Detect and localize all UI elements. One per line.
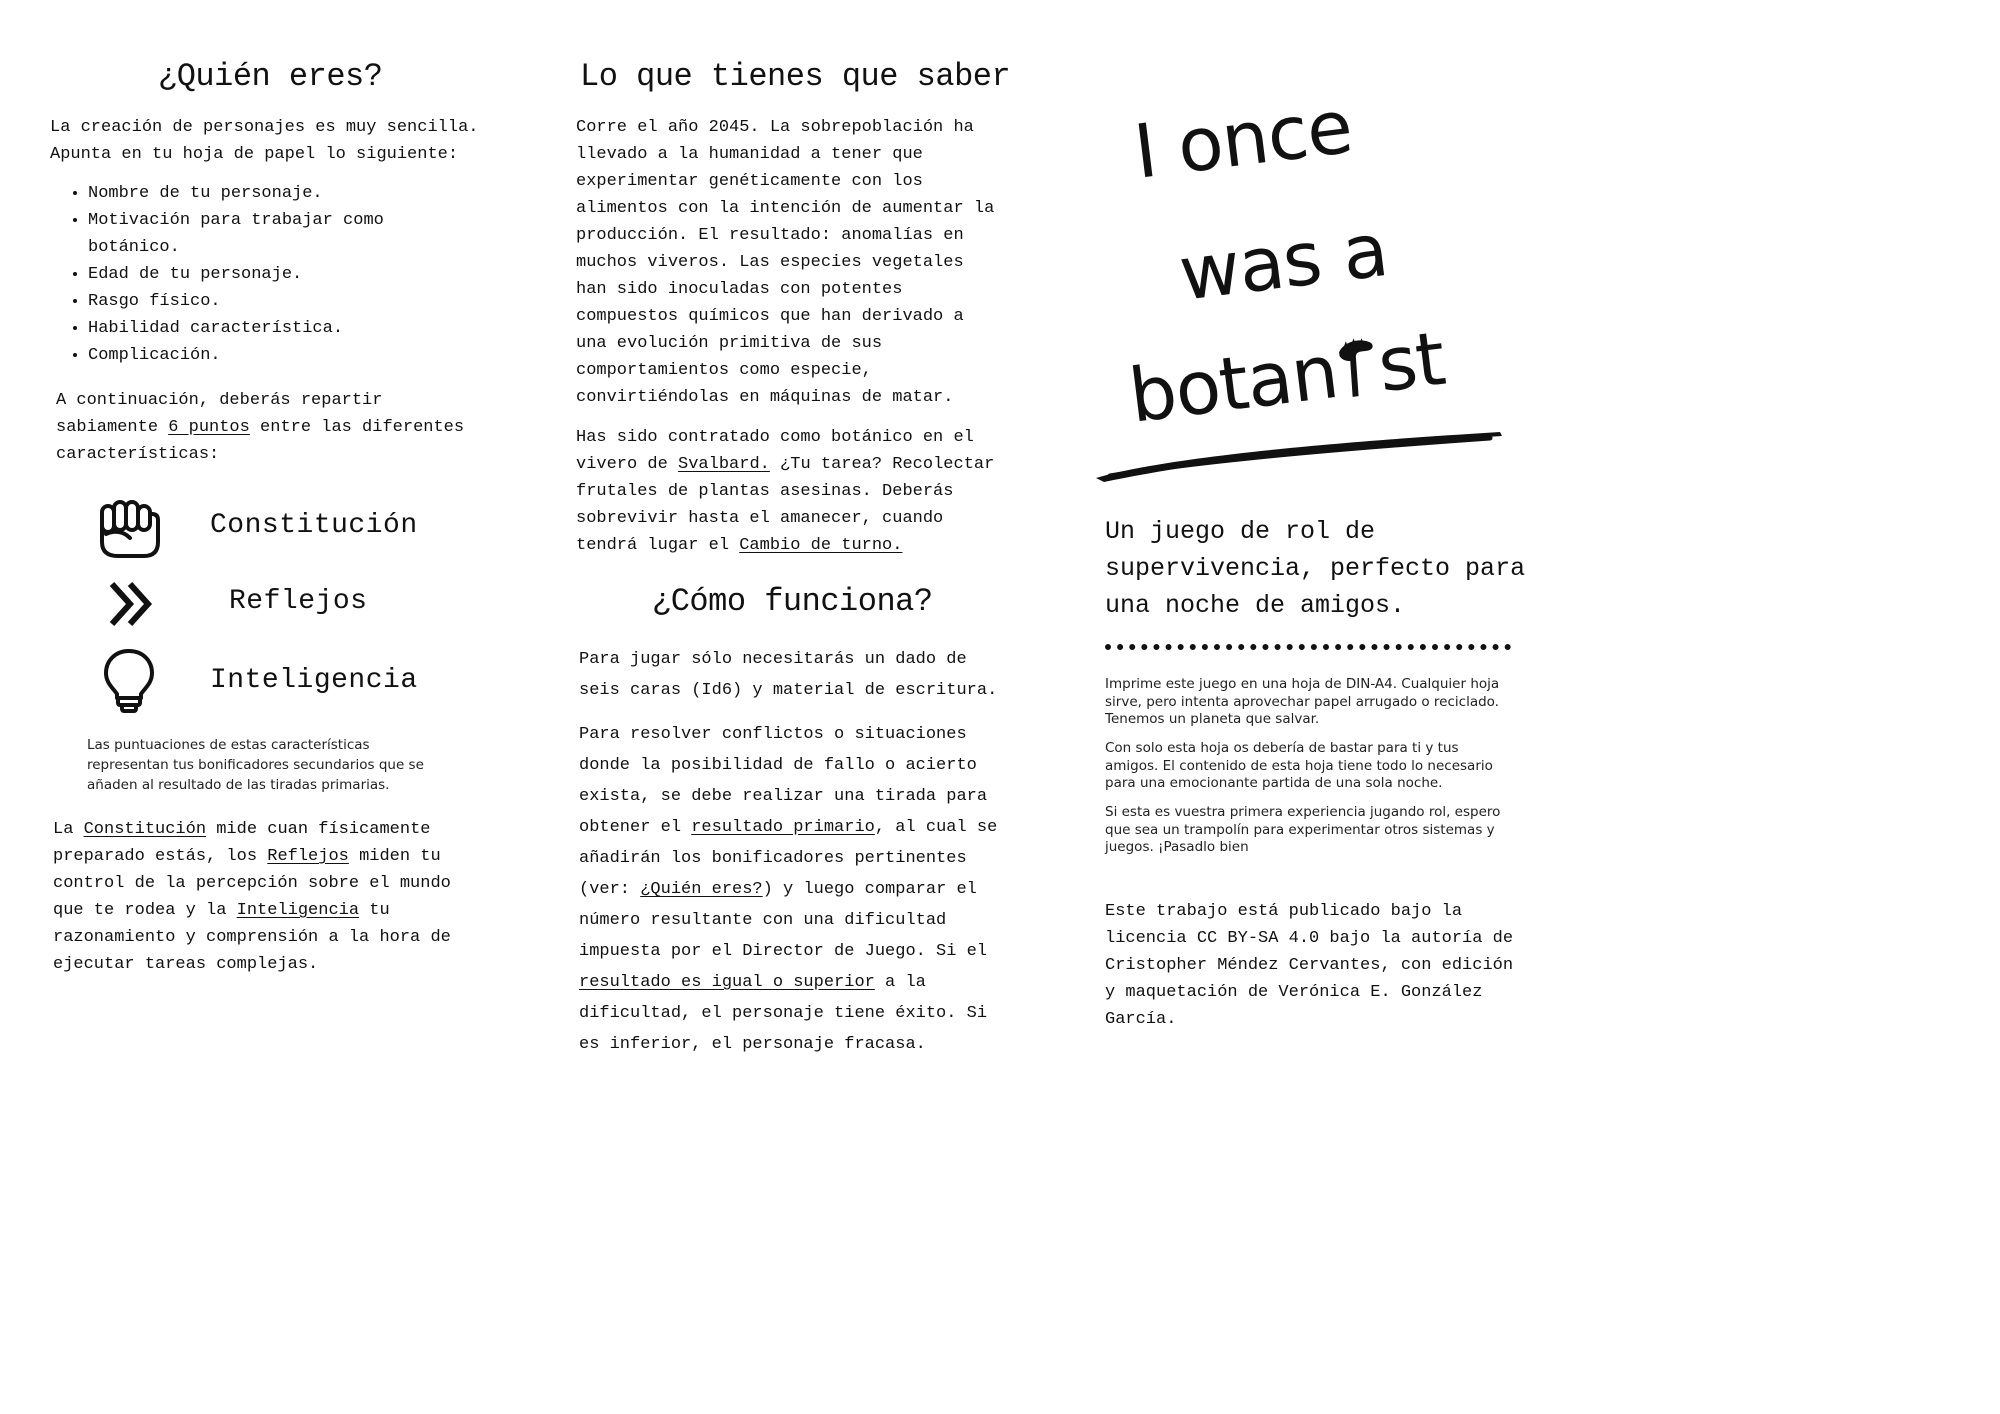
text-line: ejecutar tareas complejas. [53,955,319,974]
text-line: razonamiento y comprensión a la hora de [53,928,451,947]
text-line: Has sido contratado como botánico en el [576,428,974,447]
text-line: Imprime este juego en una hoja de DIN-A4. Cualquier hoja [1105,676,1500,692]
section-title-what-to-know: Lo que tienes que saber [580,58,1011,95]
text-line: control de la percepción sobre el mundo [53,874,451,893]
text-line: añadirán los bonificadores pertinentes [579,849,967,868]
character-creation-intro [50,114,520,168]
list-item: • Nombre de tu personaje. [88,180,528,207]
tagline [1105,513,1535,624]
note-line: añaden al resultado de las tiradas primarias. [87,777,390,793]
text-span: tendrá lugar el [576,536,740,555]
first-time-info [1105,804,1535,857]
text-line: que sea un trampolín para experimentar otros sistemas y [1105,821,1495,838]
note-line: representan tus bonificadores secundarios que se [87,757,424,773]
tagline-line: Un juego de rol de [1105,517,1376,546]
text-line: donde la posibilidad de fallo o acierto [579,756,977,775]
text-line: frutales de plantas asesinas. Deberás [576,482,954,501]
text-span: obtener el [579,818,692,837]
text-line: y maquetación de Verónica E. González [1105,983,1483,1002]
tagline-line: supervivencia, perfecto para [1105,554,1526,583]
text-line: exista, se debe realizar una tirada para [579,787,988,806]
constitucion-link: Constitución [83,820,207,839]
text-span: entre las diferentes [249,418,465,437]
text-line: Tenemos un planeta que salvar. [1105,711,1320,727]
text-line: A continuación, deberás repartir [56,391,383,410]
text-line: una evolución primitiva de sus [576,334,883,353]
rules-paragraph [579,719,999,1060]
text-line: número resultante con una dificultad [579,911,947,930]
list-item: • Complicación. [88,342,528,369]
game-logo [1090,60,1530,490]
text-line [579,812,999,843]
character-traits-list [50,180,528,369]
sprout-i-icon [1340,391,1382,396]
text-line: dificultad, el personaje tiene éxito. Si [579,1004,988,1023]
text-line: juegos. ¡Pasadlo bien [1105,839,1249,855]
text-line: Cristopher Méndez Cervantes, con edición [1105,956,1514,975]
text-span: tu [359,901,390,920]
cambio-de-turno-link: Cambio de turno. [739,536,903,555]
text-line: Este trabajo está publicado bajo la [1105,902,1463,921]
section-title-how-it-works: ¿Cómo funciona? [652,583,933,620]
text-span: que te rodea y la [53,901,237,920]
content-info [1105,740,1535,793]
list-item-text: Motivación para trabajar como [88,211,384,230]
text-line: características: [56,445,220,464]
logo-line-3 [1124,315,1449,440]
text-line [53,897,513,924]
six-points-link: 6 puntos [168,418,250,437]
list-item [88,207,528,261]
text-span: sabiamente [56,418,169,437]
text-line: Si esta es vuestra primera experiencia jugando rol, espero [1105,804,1501,820]
text-line [56,414,516,441]
text-line: han sido inoculadas con potentes [576,280,903,299]
list-item: • Rasgo físico. [88,288,528,315]
fist-icon [96,498,162,560]
text-line: sirve, pero intenta aprovechar papel arrugado o reciclado. [1105,693,1499,710]
logo-line-2: was a [1174,206,1392,318]
list-item: • Habilidad característica. [88,315,528,342]
stat-label-inteligencia: Inteligencia [210,665,418,696]
text-line: García. [1105,1010,1177,1029]
quien-eres-link: ¿Quién eres? [640,880,763,899]
brush-stroke-underline [1090,426,1510,486]
text-line: comportamientos como especie, [576,361,872,380]
inteligencia-link: Inteligencia [236,901,360,920]
text-line [53,843,513,870]
text-line: seis caras (Id6) y material de escritura. [579,681,998,700]
text-line: convirtiéndolas en máquinas de matar. [576,388,954,407]
text-span: (ver: [579,880,641,899]
svalbard-link: Svalbard. [678,455,770,474]
text-line: es inferior, el personaje fracasa. [579,1035,926,1054]
section-title-who-are-you: ¿Quién eres? [158,58,383,95]
double-chevron-icon [104,580,156,628]
text-span: mide cuan físicamente [206,820,431,839]
job-paragraph [576,424,996,559]
reflejos-link: Reflejos [267,847,349,866]
stat-label-reflejos: Reflejos [229,586,368,617]
text-line: amigos. El contenido de esta hoja tiene todo lo necesario [1105,757,1493,774]
text-span: , al cual se [874,818,998,837]
lightbulb-icon [102,648,156,714]
text-span: a la [874,973,926,992]
stats-note [87,735,467,795]
text-line: para una emocionante partida de una sola noche. [1105,775,1443,791]
text-line: compuestos químicos que han derivado a [576,307,964,326]
lore-paragraph [576,114,996,411]
stats-description [53,816,513,978]
intro-line: La creación de personajes es muy sencilla. [50,118,479,137]
logo-text-botan: botan [1124,328,1343,440]
text-line: sobrevivir hasta el amanecer, cuando [576,509,944,528]
logo-line-1: I once [1129,83,1357,196]
text-span: La [53,820,84,839]
intro-line: Apunta en tu hoja de papel lo siguiente: [50,145,459,164]
list-item: • Edad de tu personaje. [88,261,528,288]
text-line: impuesta por el Director de Juego. Si el [579,942,988,961]
text-span: miden tu [348,847,441,866]
text-line: producción. El resultado: anomalías en [576,226,964,245]
text-line: Para resolver conflictos o situaciones [579,725,967,744]
text-line [53,816,513,843]
note-line: Las puntuaciones de estas características [87,737,370,753]
text-line: licencia CC BY-SA 4.0 bajo la autoría de [1105,929,1514,948]
text-line [579,967,999,998]
resultado-igual-superior-link: resultado es igual o superior [579,973,875,992]
logo-text-st: st [1373,315,1449,410]
text-line [576,532,996,559]
resultado-primario-link: resultado primario [691,818,875,837]
stat-label-constitucion: Constitución [210,510,418,541]
tagline-line: una noche de amigos. [1105,591,1406,620]
requirements-paragraph [579,644,999,706]
dotted-divider [1105,644,1511,650]
license-text [1105,898,1535,1033]
text-line [579,874,999,905]
points-distribution-text [56,387,516,468]
text-line: Corre el año 2045. La sobrepoblación ha [576,118,974,137]
text-line: Con solo esta hoja os debería de bastar para ti y tus [1105,740,1459,756]
text-line: muchos viveros. Las especies vegetales [576,253,964,272]
text-span: ¿Tu tarea? Recolectar [769,455,995,474]
text-line [576,451,996,478]
text-span: ) y luego comparar el [762,880,977,899]
text-span: vivero de [576,455,679,474]
text-line: alimentos con la intención de aumentar la [576,199,995,218]
text-line: experimentar genéticamente con los [576,172,923,191]
text-span: preparado estás, los [53,847,268,866]
text-line: Para jugar sólo necesitarás un dado de [579,650,967,669]
list-item-text: botánico. [88,238,180,257]
print-info [1105,676,1535,729]
text-line: llevado a la humanidad a tener que [576,145,923,164]
